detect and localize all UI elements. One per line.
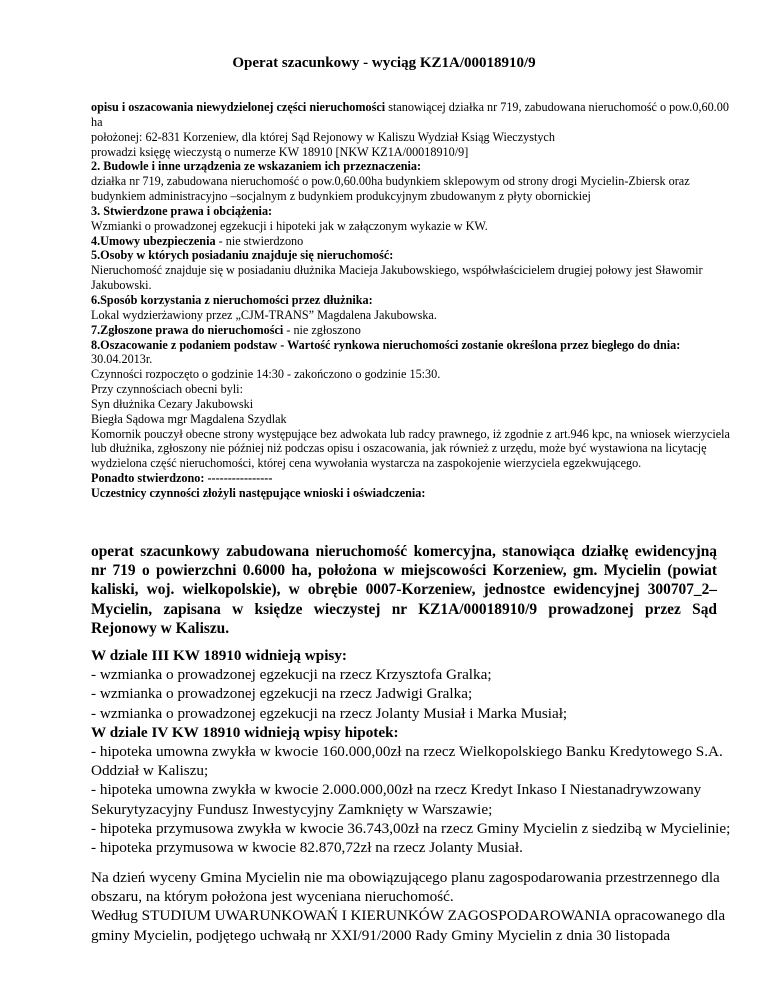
section-text-3: Wzmianki o prowadzonej egzekucji i hipoteki jak w załączonym wykazie w KW.: [91, 218, 488, 233]
protocol-section: [91, 100, 731, 501]
valuation-paragraph-1: Na dzień wyceny Gmina Mycielin nie ma obowiązującego planu zagospodarowania przestrzennego dla obszaru, na którym położona jest wyceniana nieruchomość.: [91, 869, 720, 906]
present-person-2: Biegła Sądowa mgr Magdalena Szydlak: [91, 411, 287, 426]
present-label: Przy czynnościach obecni byli:: [91, 382, 243, 397]
present-person-1: Syn dłużnika Cezary Jakubowski: [91, 396, 254, 411]
document-title: Operat szacunkowy - wyciąg KZ1A/00018910/9: [232, 55, 536, 71]
section-heading-5: 5.Osoby w których posiadaniu znajduje się nieruchomość:: [91, 248, 394, 263]
valuation-section: [91, 868, 741, 945]
dzial-iv-item: - hipoteka przymusowa w kwocie 82.870,72zł na rzecz Jolanty Musiał.: [91, 839, 523, 857]
section-text-8: 30.04.2013r.: [91, 352, 153, 367]
intro-lead: opisu i oszacowania niewydzielonej części nieruchomości: [91, 100, 386, 114]
intro-paragraph: [91, 100, 731, 130]
section-heading-6: 6.Sposób korzystania z nieruchomości przez dłużnika:: [91, 292, 373, 307]
section-heading-8: 8.Oszacowanie z podaniem podstaw - Wartość rynkowa nieruchomości zostanie określona przez biegłego do dnia:: [91, 337, 681, 352]
czynnosci-time: Czynności rozpoczęto o godzinie 14:30 - zakończono o godzinie 15:30.: [91, 367, 441, 382]
komornik-paragraph: Komornik pouczył obecne strony występujące bez adwokata lub radcy prawnego, iż zgodnie z art.946 kpc, na wniosek wierzyciela lub dłużnika, zgłoszony nie później niż podczas opisu i oszacowania, jak również z urzędu, może być wystawiona na licytację wydzielona część nieruchomości, której cena wywołania wystarcza na zaspokojenie wierzyciela egzekwującego.: [91, 426, 730, 471]
valuation-paragraph-2: Według STUDIUM UWARUNKOWAŃ I KIERUNKÓW ZAGOSPODAROWANIA opracowanego dla gminy Mycielin, podjętego uchwałą nr XXI/91/2000 Rady Gminy Mycielin z dnia 30 listopada: [91, 907, 726, 944]
section-heading-2: 2. Budowle i inne urządzenia ze wskazaniem ich przeznaczenia:: [91, 159, 422, 174]
section-text-5: Nieruchomość znajduje się w posiadaniu dłużnika Macieja Jakubowskiego, współwłaścicielem drugiej połowy jest Sławomir Jakubowski.: [91, 263, 703, 293]
dzial-iii-item: - wzmianka o prowadzonej egzekucji na rzecz Krzysztofa Gralka;: [91, 666, 492, 684]
ponadto-line: Ponadto stwierdzono: ----------------: [91, 471, 273, 486]
section-heading-4: 4.Umowy ubezpieczenia - nie stwierdzono: [91, 233, 304, 248]
dzial-iv-heading: W dziale IV KW 18910 widnieją wpisy hipotek:: [91, 723, 399, 741]
uczestnicy-line: Uczestnicy czynności złożyli następujące wnioski i oświadczenia:: [91, 485, 426, 500]
summary-paragraph: operat szacunkowy zabudowana nieruchomość komercyjna, stanowiąca działkę ewidencyjną nr 719 o powierzchni 0.6000 ha, położona w miejscowości Korzeniew, gm. Mycielin (powiat kaliski, woj. wielkopolskie), w obrębie 0007-Korzeniew, jednostce ewidencyjnej 300707_2–Mycielin, zapisana w księdze wieczystej nr KZ1A/00018910/9 prowadzonej przez Sąd Rejonowy w Kaliszu.: [91, 543, 717, 637]
dzial-iv-item: - hipoteka przymusowa zwykła w kwocie 36.743,00zł na rzecz Gminy Mycielin z siedzibą w Mycielinie;: [91, 819, 731, 837]
intro-line-2: położonej: 62-831 Korzeniew, dla której Sąd Rejonowy w Kaliszu Wydział Ksiąg Wieczystych: [91, 129, 555, 144]
dzial-iv-item: - hipoteka umowna zwykła w kwocie 2.000.000,00zł na rzecz Kredyt Inkaso I Niestanadrywzowany Sekurytyzacyjny Fundusz Inwestycyjny Zamknięty w Warszawie;: [91, 781, 702, 818]
dzial-iii-item: - wzmianka o prowadzonej egzekucji na rzecz Jadwigi Gralka;: [91, 685, 473, 703]
section-text-2: działka nr 719, zabudowana nieruchomość o pow.0,60.00ha budynkiem sklepowym od strony drogi Mycielin-Zbiersk oraz budynkiem administracyjno –socjalnym z budynkiem produkcyjnym zbudowanym z płyty obornickiej: [91, 174, 690, 204]
section-text-6: Lokal wydzierżawiony przez „CJM-TRANS” Magdalena Jakubowska.: [91, 307, 437, 322]
entries-section: [91, 646, 741, 857]
dzial-iii-heading: W dziale III KW 18910 widnieją wpisy:: [91, 647, 347, 664]
intro-text: stanowiącej działka nr 719, zabudowana nieruchomość o pow.0,60.00 ha: [91, 100, 729, 129]
intro-line-3: prowadzi księgę wieczystą o numerze KW 18910 [NKW KZ1A/00018910/9]: [91, 144, 469, 159]
dzial-iii-item: - wzmianka o prowadzonej egzekucji na rzecz Jolanty Musiał i Marka Musiał;: [91, 704, 568, 722]
dzial-iv-item: - hipoteka umowna zwykła w kwocie 160.000,00zł na rzecz Wielkopolskiego Banku Kredytowego S.A. Oddział w Kaliszu;: [91, 743, 723, 780]
section-heading-7: 7.Zgłoszone prawa do nieruchomości - nie zgłoszono: [91, 322, 361, 337]
section-heading-3: 3. Stwierdzone prawa i obciążenia:: [91, 203, 273, 218]
